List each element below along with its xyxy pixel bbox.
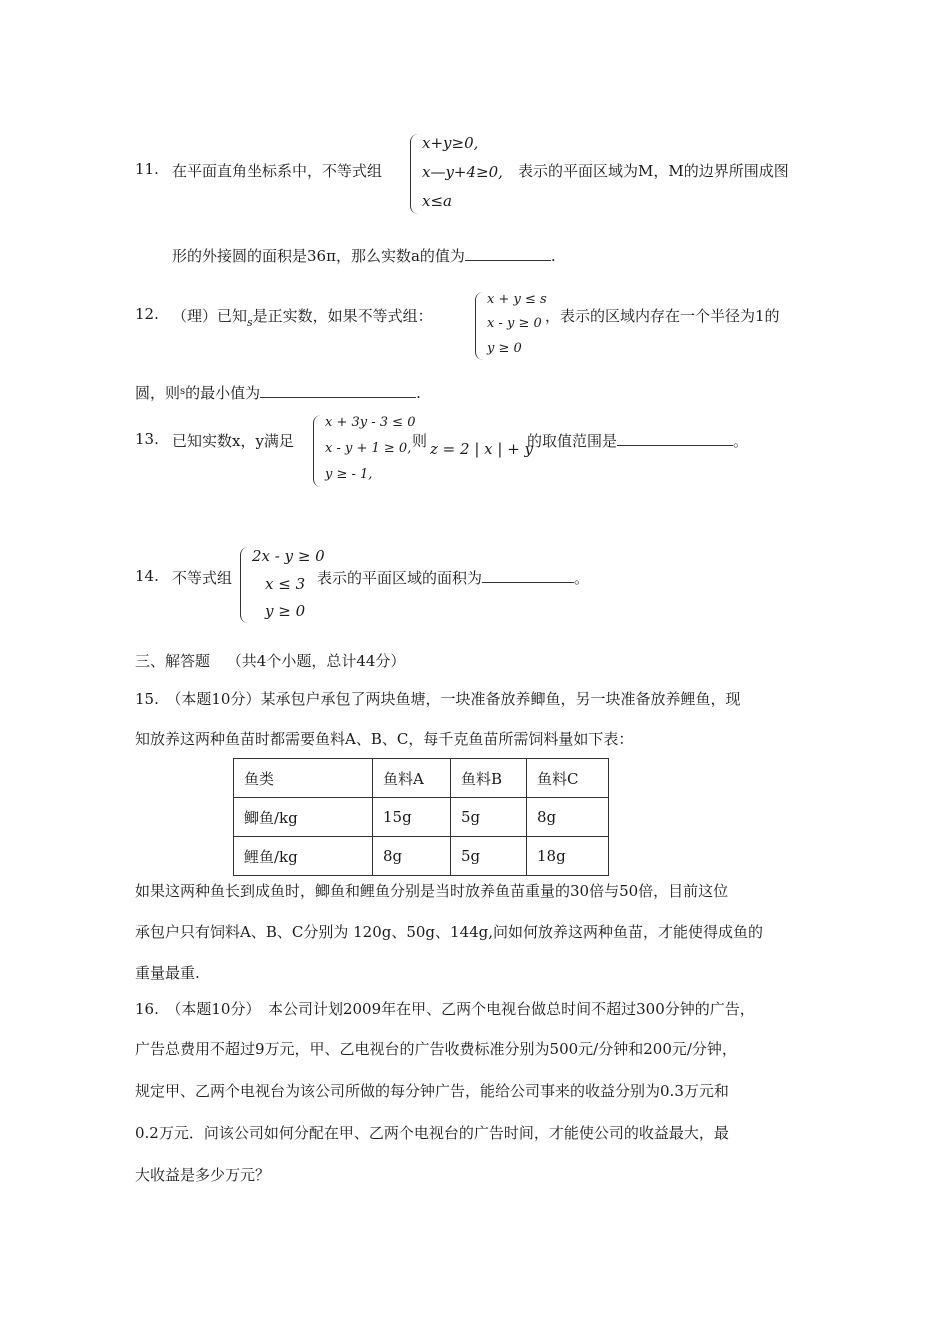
q14-text-after-wrap [317,567,589,588]
feed-table [233,758,609,876]
q12-text-after: ，表示的区域内存在一个半径为1的 [545,307,780,325]
q12-text-before [172,305,433,329]
q13-answer-blank[interactable] [617,431,733,446]
brace-left [410,134,418,214]
q13-expression: z = 2 | x | + y [430,440,534,458]
table-header-cell: 鱼类 [234,759,373,798]
table-cell: 鲤鱼/kg [234,837,373,876]
q12-text-mid: 是正实数，如果不等式组： [252,307,433,325]
q12-line2-end: . [416,384,421,402]
q13-number: 13. [135,430,159,448]
table-cell: 18g [527,837,609,876]
q11-number: 11. [135,160,159,178]
table-row [234,837,609,876]
section3-title: 三、解答题 [135,652,211,670]
q12-ineq-3: y ≥ 0 [487,341,522,356]
table-header-cell: 鱼料B [451,759,527,798]
q12-var-s: s [247,316,253,329]
q14-ineq-2: x ≤ 3 [265,575,306,593]
table-cell: 5g [451,798,527,837]
q11-line2-text: 形的外接圆的面积是36π，那么实数a的值为 [172,247,465,265]
table-cell: 5g [451,837,527,876]
section3-heading [135,650,405,671]
table-cell: 15g [373,798,451,837]
q11-ineq-3: x≤a [422,192,452,210]
q13-ineq-3: y ≥ - 1, [325,467,373,482]
q14-text-before: 不等式组 [172,569,233,587]
q15-line5: 重量最重. [135,964,200,982]
q13-ineq-2: x - y + 1 ≥ 0, [325,441,412,456]
q14-answer-blank[interactable] [482,568,574,583]
q11-answer-blank[interactable] [465,246,551,261]
q11-ineq-1: x+y≥0, [422,134,479,152]
q12-ineq-2: x - y ≥ 0 [487,316,542,331]
q12-text-a: （理）已知 [172,307,248,325]
q11-system [410,132,529,216]
q14-ineq-3: y ≥ 0 [265,602,306,620]
q16-line3: 规定甲、乙两个电视台为该公司所做的每分钟广告，能给公司事来的收益分别为0.3万元和 [135,1082,729,1100]
brace-left [313,415,321,487]
q13-ineq-1: x + 3y - 3 ≤ 0 [325,415,416,430]
q12-line2-var: s [180,386,186,397]
q11-text-after: 表示的平面区域为M，M的边界所围成图 [518,162,789,180]
table-header-row [234,759,609,798]
q13-text-mid: 则 [412,432,428,450]
table-header-cell: 鱼料A [373,759,451,798]
q16-line4: 0.2万元．问该公司如何分配在甲、乙两个电视台的广告时间，才能使公司的收益最大，最 [135,1124,729,1142]
q12-line2 [135,382,421,403]
q12-ineq-1: x + y ≤ s [487,292,547,307]
q15-line1: 15. （本题10分）某承包户承包了两块鱼塘，一块准备放养鲫鱼，另一块准备放养鲤鱼，现 [135,690,741,708]
q11-line2 [172,245,556,266]
q14-system [240,545,329,625]
q12-answer-blank[interactable] [260,383,416,398]
q13-text-after-wrap [527,430,748,451]
q14-ineq-1: 2x - y ≥ 0 [252,547,325,565]
q13-text-before: 已知实数x，y满足 [172,432,294,450]
table-header-cell: 鱼料C [527,759,609,798]
q14-text-after: 表示的平面区域的面积为 [317,569,483,587]
section3-note: （共4个小题，总计44分） [226,652,406,670]
q11-ineq-2: x—y+4≥0, [422,163,503,181]
table-cell: 8g [527,798,609,837]
table-cell: 8g [373,837,451,876]
q15-line2: 知放养这两种鱼苗时都需要鱼料A、B、C，每千克鱼苗所需饲料量如下表： [135,730,634,748]
q11-text-before: 在平面直角坐标系中，不等式组 [172,162,383,180]
q13-text-after: 的取值范围是 [527,432,618,450]
table-cell: 鲫鱼/kg [234,798,373,837]
q13-system [313,413,422,489]
brace-left [475,292,483,360]
brace-left [240,547,248,623]
q15-line4: 承包户只有饲料A、B、C分别为 120g、50g、144g,问如何放养这两种鱼苗，才能使得成鱼的 [135,923,764,941]
q13-end: 。 [733,432,749,450]
q12-system [475,290,564,362]
q14-number: 14. [135,567,159,585]
q16-line2: 广告总费用不超过9万元，甲、乙电视台的广告收费标准分别为500元/分钟和200元/分钟， [135,1040,737,1058]
q12-line2-b: 的最小值为 [185,384,261,402]
q12-line2-a: 圆，则 [135,384,181,402]
q16-line1: 16. （本题10分） 本公司计划2009年在甲、乙两个电视台做总时间不超过300分钟的广告， [135,1000,755,1018]
q12-number: 12. [135,305,159,323]
q16-line5: 大收益是多少万元？ [135,1166,271,1184]
q14-end: 。 [574,569,590,587]
table-row [234,798,609,837]
q15-line3: 如果这两种鱼长到成鱼时，鲫鱼和鲤鱼分别是当时放养鱼苗重量的30倍与50倍，目前这位 [135,882,729,900]
q11-line2-end: . [550,247,556,265]
